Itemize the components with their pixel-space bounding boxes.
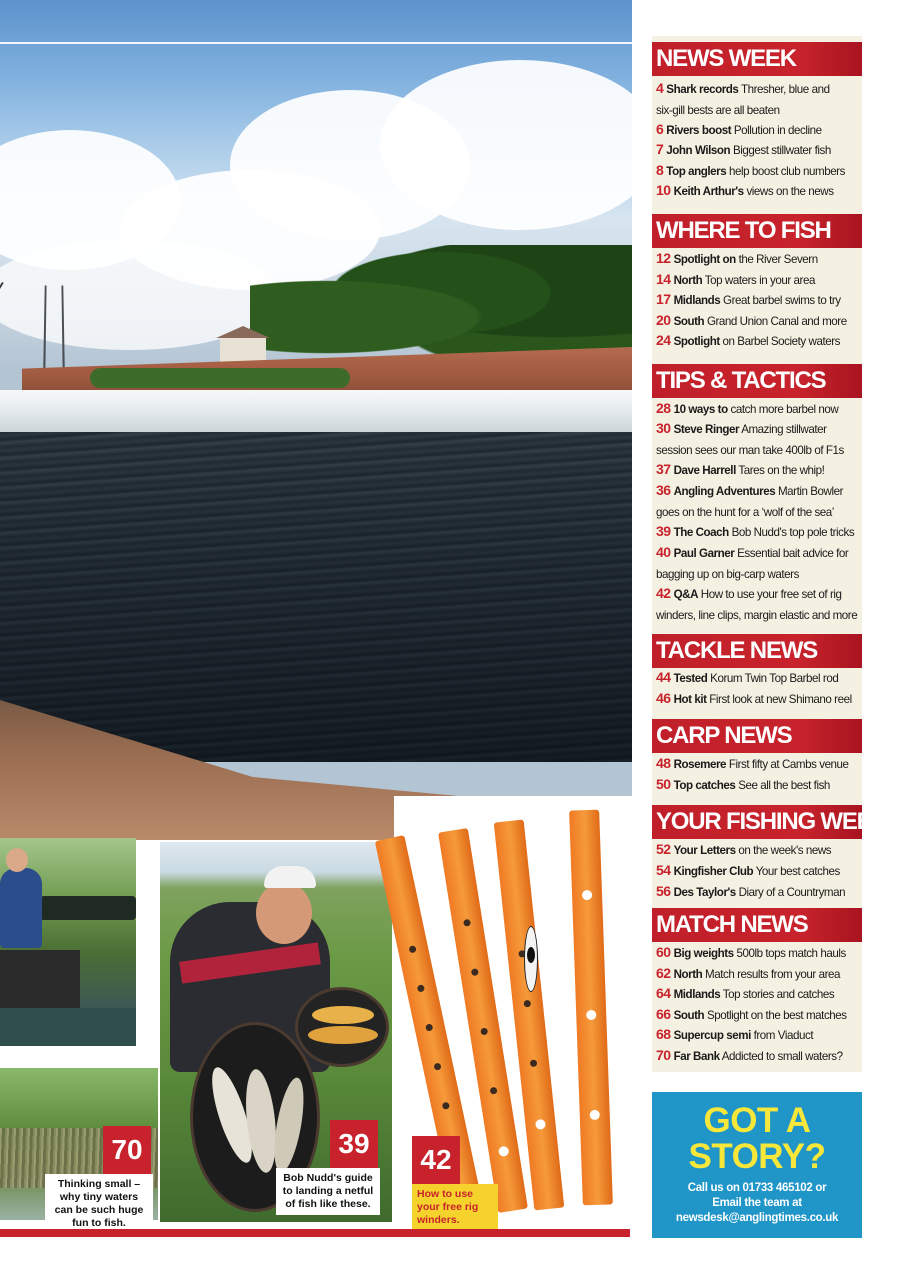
story-email-label: Email the team at <box>712 1197 802 1209</box>
caption-small-waters: Thinking small – why tiny waters can be such huge fun to fish. <box>45 1174 153 1234</box>
page-badge-42[interactable]: 42 <box>412 1136 460 1184</box>
angler-figure <box>0 868 42 948</box>
contents-entry[interactable]: 36 Angling Adventures Martin Bowler goes on the hunt for a ‘wolf of the sea’ <box>656 482 843 519</box>
story-phone[interactable]: Call us on 01733 465102 or <box>687 1182 827 1194</box>
story-heading-line1: GOT A <box>703 1101 811 1140</box>
contents-entry[interactable]: 52 Your Letters on the week's news <box>656 841 832 857</box>
section-title-carp-news: CARP NEWS <box>652 719 862 753</box>
fish <box>308 1026 378 1044</box>
bank-grass <box>90 368 350 388</box>
contents-entry[interactable]: 42 Q&A How to use your free set of rig winders, line clips, margin elastic and more <box>656 585 858 622</box>
contents-entry[interactable]: 4 Shark records Thresher, blue and six-gill bests are all beaten <box>656 80 830 117</box>
contents-entry[interactable]: 48 Rosemere First fifty at Cambs venue <box>656 755 849 771</box>
contents-entry[interactable]: 44 Tested Korum Twin Top Barbel rod <box>656 669 839 685</box>
contents-entry[interactable]: 17 Midlands Great barbel swims to try <box>656 291 841 307</box>
rig-winder <box>569 810 613 1206</box>
contents-entry[interactable]: 37 Dave Harrell Tares on the whip! <box>656 461 825 477</box>
story-heading-line2: STORY? <box>688 1137 826 1176</box>
contents-entry[interactable]: 50 Top catches See all the best fish <box>656 776 830 792</box>
fish <box>312 1006 374 1024</box>
contents-entry[interactable]: 20 South Grand Union Canal and more <box>656 312 847 328</box>
contents-entry[interactable]: 39 The Coach Bob Nudd's top pole tricks <box>656 523 855 539</box>
contents-entry[interactable]: 60 Big weights 500lb tops match hauls <box>656 944 846 960</box>
contents-entry[interactable]: 7 John Wilson Biggest stillwater fish <box>656 141 831 157</box>
contents-entry[interactable]: 24 Spotlight on Barbel Society waters <box>656 332 840 348</box>
contents-entry[interactable]: 12 Spotlight on the River Severn <box>656 250 818 266</box>
contents-entry[interactable]: 68 Supercup semi from Viaduct <box>656 1026 814 1042</box>
cloud <box>380 60 660 230</box>
pond-water <box>0 1008 136 1046</box>
contents-entry[interactable]: 30 Steve Ringer Amazing stillwater session sees our man take 400lb of F1s <box>656 420 844 457</box>
contents-entry[interactable]: 62 North Match results from your area <box>656 965 840 981</box>
contents-entry[interactable]: 40 Paul Garner Essential bait advice for bagging up on big-carp waters <box>656 544 849 581</box>
contents-entry[interactable]: 54 Kingfisher Club Your best catches <box>656 862 840 878</box>
section-title-match-news: MATCH NEWS <box>652 908 862 942</box>
angler-on-platform-photo <box>0 838 136 1046</box>
contents-entry[interactable]: 56 Des Taylor's Diary of a Countryman <box>656 883 846 899</box>
story-email[interactable]: newsdesk@anglingtimes.co.uk <box>675 1212 839 1224</box>
seatbox <box>0 950 80 1008</box>
contents-entry[interactable]: 10 Keith Arthur's views on the news <box>656 182 834 198</box>
page-badge-39[interactable]: 39 <box>330 1120 378 1168</box>
section-title-tackle-news: TACKLE NEWS <box>652 634 862 668</box>
page-badge-70[interactable]: 70 <box>103 1126 151 1174</box>
contents-entry[interactable]: 66 South Spotlight on the best matches <box>656 1006 847 1022</box>
electricity-pylon <box>43 286 65 374</box>
angler-face <box>256 882 312 944</box>
caption-bob-nudd: Bob Nudd's guide to landing a netful of fish like these. <box>276 1168 380 1215</box>
section-title-news-week: NEWS WEEK <box>652 42 862 76</box>
contents-entry[interactable]: 28 10 ways to catch more barbel now <box>656 400 839 416</box>
section-title-where-to-fish: WHERE TO FISH <box>652 214 862 248</box>
river-water <box>0 432 632 762</box>
footer-red-bar <box>0 1229 630 1237</box>
tree-line <box>250 245 632 365</box>
landing-net-small <box>295 987 389 1067</box>
contents-entry[interactable]: 14 North Top waters in your area <box>656 271 815 287</box>
weir-photo <box>0 0 632 840</box>
contents-entry[interactable]: 8 Top anglers help boost club numbers <box>656 162 845 178</box>
angler-head <box>6 848 28 872</box>
pole-float <box>524 926 538 992</box>
contents-entry[interactable]: 6 Rivers boost Pollution in decline <box>656 121 822 137</box>
contents-panel <box>652 36 888 1072</box>
caption-rig-winders: How to use your free rig winders. <box>412 1184 498 1231</box>
contents-entry[interactable]: 64 Midlands Top stories and catches <box>656 985 835 1001</box>
contents-entry[interactable]: 46 Hot kit First look at new Shimano reel <box>656 690 852 706</box>
section-title-tips-tactics: TIPS & TACTICS <box>652 364 862 398</box>
pole-rests <box>40 896 136 920</box>
white-cap <box>264 866 316 888</box>
header-rule <box>0 42 632 44</box>
contents-entry[interactable]: 70 Far Bank Addicted to small waters? <box>656 1047 843 1063</box>
weir-foam <box>0 390 632 438</box>
got-a-story-box <box>652 1092 862 1238</box>
section-title-your-fishing-week: YOUR FISHING WEEK <box>652 805 862 839</box>
